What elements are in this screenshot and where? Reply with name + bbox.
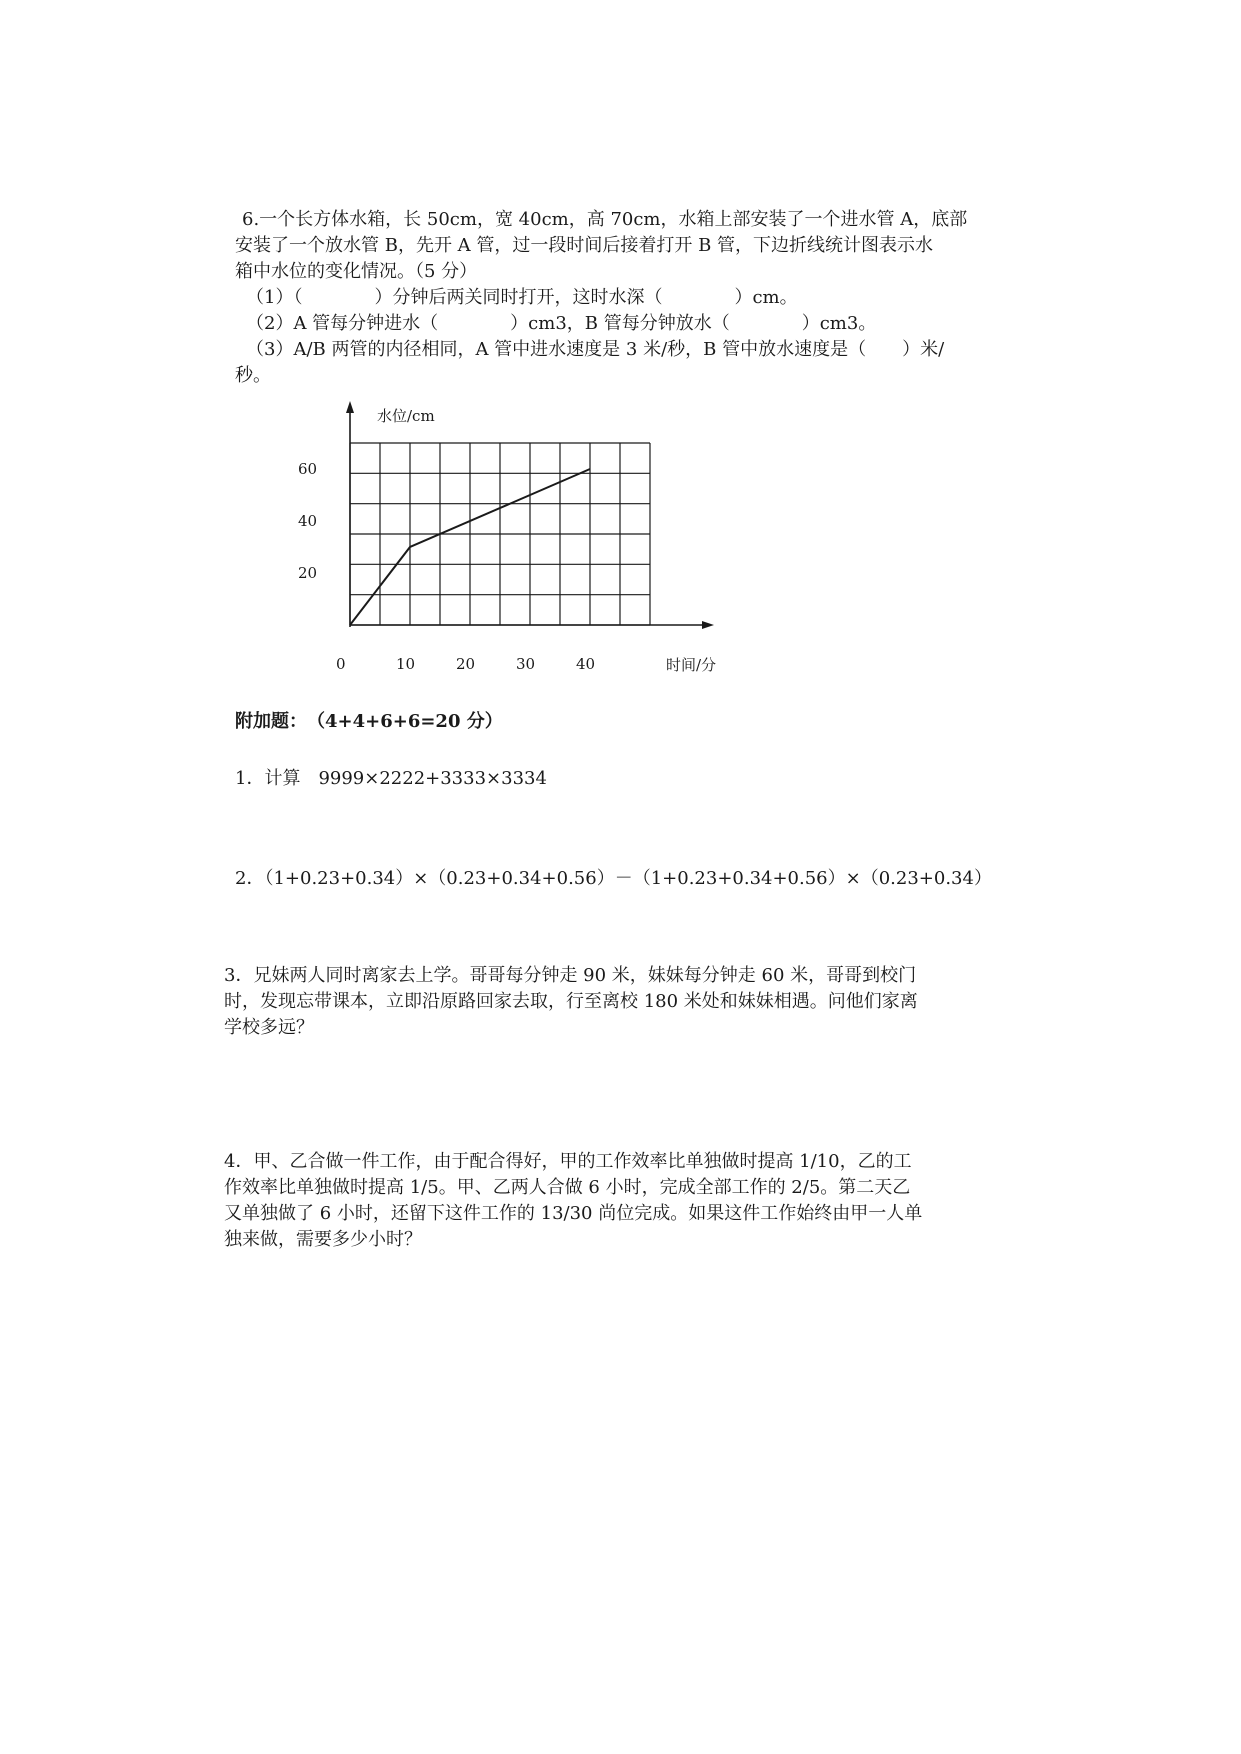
y-tick-label: 60 [298,460,318,478]
extra-heading: 附加题： （4+4+6+6=20 分） [235,711,503,732]
extra-question-4-line-4: 独来做，需要多少小时？ [224,1229,422,1250]
x-tick-label: 0 [336,655,346,673]
y-axis-arrow [346,401,354,413]
extra-question-3-line-3: 学校多远？ [224,1017,314,1038]
water-level-chart [295,395,745,690]
extra-question-3-line-1: 3．兄妹两人同时离家去上学。哥哥每分钟走 90 米，妹妹每分钟走 60 米，哥哥到校门 [224,965,917,986]
problem6-question-3-line-2: 秒。 [235,365,271,386]
problem6-question-2: （2）A 管每分钟进水（ ）cm3，B 管每分钟放水（ ）cm3。 [246,313,877,334]
chart-y-axis-label: 水位/cm [377,407,435,425]
problem6-line-1: 6.一个长方体水箱，长 50cm，宽 40cm，高 70cm，水箱上部安装了一个进水管 A，底部 [242,209,968,230]
extra-question-4-line-1: 4．甲、乙合做一件工作，由于配合得好，甲的工作效率比单独做时提高 1/10，乙的工 [224,1151,912,1172]
y-tick-label: 20 [298,564,318,582]
problem6-question-1: （1）（ ）分钟后两关同时打开，这时水深（ ）cm。 [246,287,798,308]
x-tick-label: 10 [396,655,416,673]
x-tick-label: 30 [516,655,536,673]
extra-question-3-line-2: 时，发现忘带课本，立即沿原路回家去取，行至离校 180 米处和妹妹相遇。问他们家离 [224,991,918,1012]
extra-question-4-line-3: 又单独做了 6 小时，还留下这件工作的 13/30 尚位完成。如果这件工作始终由甲一人单 [224,1203,923,1224]
problem6-line-3: 箱中水位的变化情况。（5 分） [235,261,478,282]
chart-x-axis-label: 时间/分 [666,656,717,674]
x-tick-label: 40 [576,655,596,673]
extra-question-1: 1．计算 9999×2222+3333×3334 [235,768,547,789]
x-axis-arrow [702,621,714,629]
x-tick-label: 20 [456,655,476,673]
chart-tick-labels [298,460,595,673]
extra-question-4-line-2: 作效率比单独做时提高 1/5。甲、乙两人合做 6 小时，完成全部工作的 2/5。第二天乙 [224,1177,911,1198]
problem6-line-2: 安装了一个放水管 B，先开 A 管，过一段时间后接着打开 B 管，下边折线统计图表示水 [235,235,934,256]
problem6-question-3-line-1: （3）A/B 两管的内径相同，A 管中进水速度是 3 米/秒，B 管中放水速度是（ ）米/ [246,339,945,360]
extra-question-2: 2．（1+0.23+0.34）×（0.23+0.34+0.56）－（1+0.23+0.34+0.56）×（0.23+0.34） [235,868,992,889]
y-tick-label: 40 [298,512,318,530]
chart-grid [350,443,650,625]
